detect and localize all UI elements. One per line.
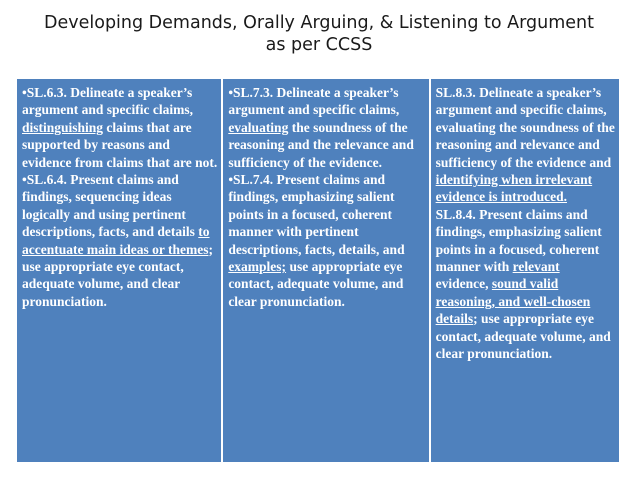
sl-7-4-text: •SL.7.4. Present claims and findings, emphasizing salient points in a focused, coherent manner with pertinent descriptions, facts, details, and examples; use appropriate eye contact, adequate volume, and clear pronunciation. — [228, 172, 405, 309]
grade-6-cell — [17, 79, 221, 462]
slide-title — [10, 12, 628, 56]
sl-6-4-text: •SL.6.4. Present claims and findings, sequencing ideas logically and using pertinent descriptions, facts, and details to accentuate main ideas or themes; use appropriate eye contact, adequate volume, and clear pronunciation. — [22, 172, 213, 309]
underlined-text: evaluating — [228, 119, 289, 135]
grade-8-cell — [431, 79, 619, 462]
underlined-text: identifying when irrelevant evidence is introduced. — [435, 172, 593, 205]
sl-6-3-text: •SL.6.3. Delineate a speaker’s argument and specific claims, distinguishing claims that are supported by reasons and evidence from claims that are not. — [22, 85, 218, 170]
underlined-text: relevant — [512, 259, 560, 275]
title-line-1: Developing Demands, Orally Arguing, & Listening to Argument — [44, 13, 594, 33]
sl-8-3-text: SL.8.3. Delineate a speaker’s argument and specific claims, evaluating the soundness of the reasoning and relevance and sufficiency of the evidence and identifying when irrelevant evidence is introduced. — [435, 85, 615, 205]
underlined-text: distinguishing — [22, 119, 104, 135]
title-line-2: as per CCSS — [265, 35, 373, 55]
grade-7-cell — [223, 79, 428, 462]
sl-7-3-text: •SL.7.3. Delineate a speaker’s argument and specific claims, evaluating the soundness of the reasoning and the relevance and sufficiency of the evidence. — [228, 85, 414, 170]
underlined-text: sound valid reasoning, and well-chosen details — [435, 276, 591, 327]
standards-table — [17, 79, 619, 462]
underlined-text: examples; — [228, 259, 287, 275]
sl-8-4-text: SL.8.4. Present claims and findings, emphasizing salient points in a focused, coherent manner with relevant evidence, sound valid reasoning, and well-chosen details; use appropriate eye contact, adequate volume, and clear pronunciation. — [435, 206, 611, 362]
underlined-text: to accentuate main ideas or themes — [22, 224, 210, 257]
